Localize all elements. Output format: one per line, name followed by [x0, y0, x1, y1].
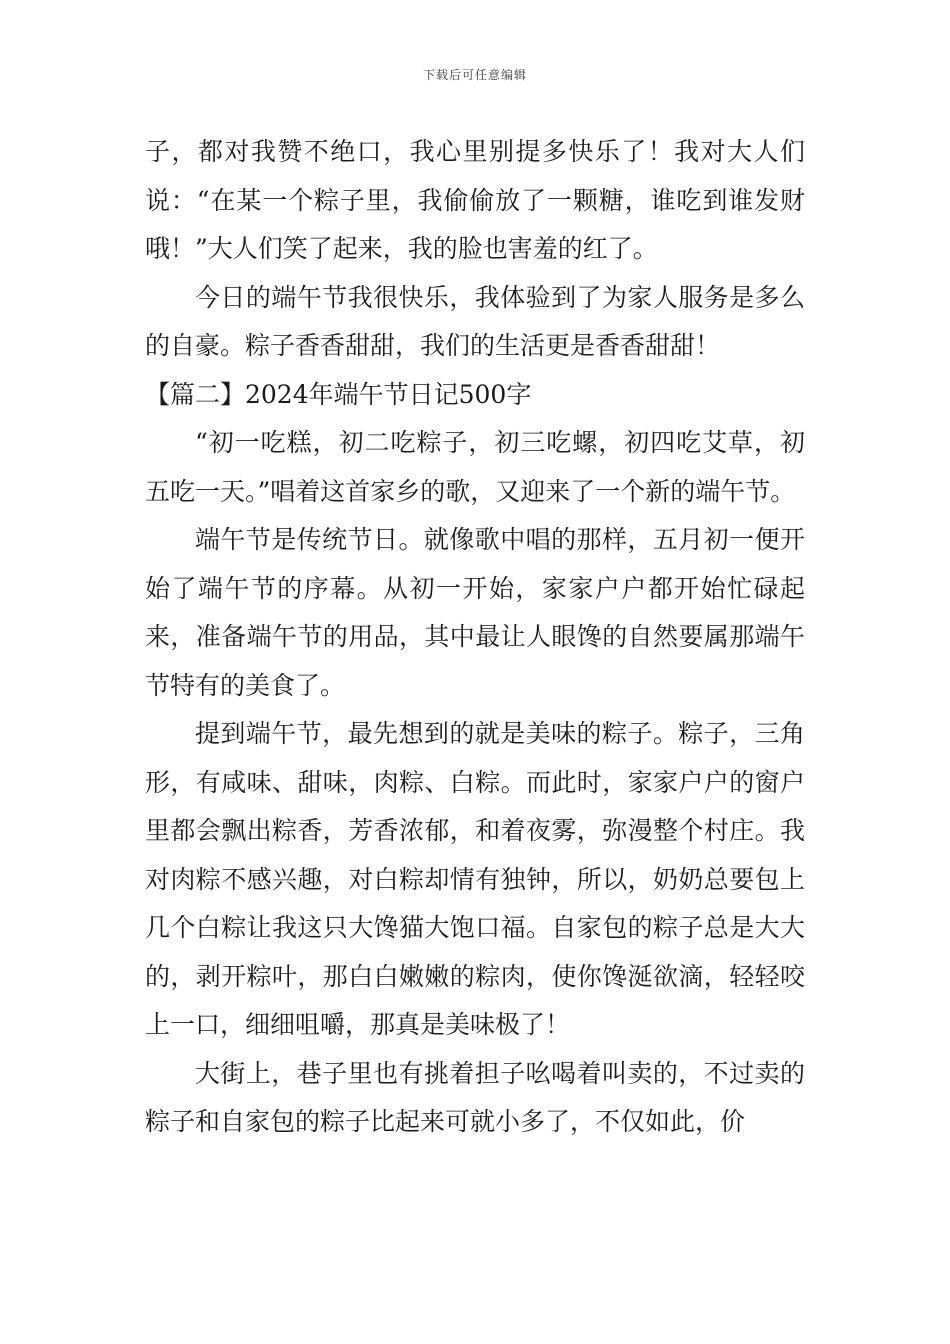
paragraph-continued: 子，都对我赞不绝口，我心里别提多快乐了！我对大人们说：“在某一个粽子里，我偷偷放了一颗糖，谁吃到谁发财哦！”大人们笑了起来，我的脸也害羞的红了。 — [145, 137, 805, 263]
paragraph-5: 提到端午节，最先想到的就是美味的粽子。粽子，三角形，有咸味、甜味，肉粽、白粽。而此时，家家户户的窗户里都会飘出粽香，芳香浓郁，和着夜雾，弥漫整个村庄。我对肉粽不感兴趣，对白粽却情有独钟，所以，奶奶总要包上几个白粽让我这只大馋猫大饱口福。自家包的粽子总是大大的，剥开粽叶，那白白嫩嫩的粽肉，使你馋涎欲滴，轻轻咬上一口，细细咀嚼，那真是美味极了！ — [145, 719, 805, 1039]
document-body — [145, 128, 805, 1147]
paragraph-4: 端午节是传统节日。就像歌中唱的那样，五月初一便开始了端午节的序幕。从初一开始，家家户户都开始忙碌起来，准备端午节的用品，其中最让人眼馋的自然要属那端午节特有的美食了。 — [145, 525, 805, 700]
paragraph-2: 今日的端午节我很快乐，我体验到了为家人服务是多么的自豪。粽子香香甜甜，我们的生活更是香香甜甜！ — [145, 282, 805, 360]
section-heading: 【篇二】2024年端午节日记500字 — [145, 379, 532, 409]
paragraph-3: “初一吃糕，初二吃粽子，初三吃螺，初四吃艾草，初五吃一天。”唱着这首家乡的歌，又迎来了一个新的端午节。 — [145, 428, 805, 506]
paragraph-6: 大街上，巷子里也有挑着担子吆喝着叫卖的，不过卖的粽子和自家包的粽子比起来可就小多了，不仅如此，价 — [145, 1058, 805, 1136]
page-header: 下载后可任意编辑 — [422, 68, 527, 82]
